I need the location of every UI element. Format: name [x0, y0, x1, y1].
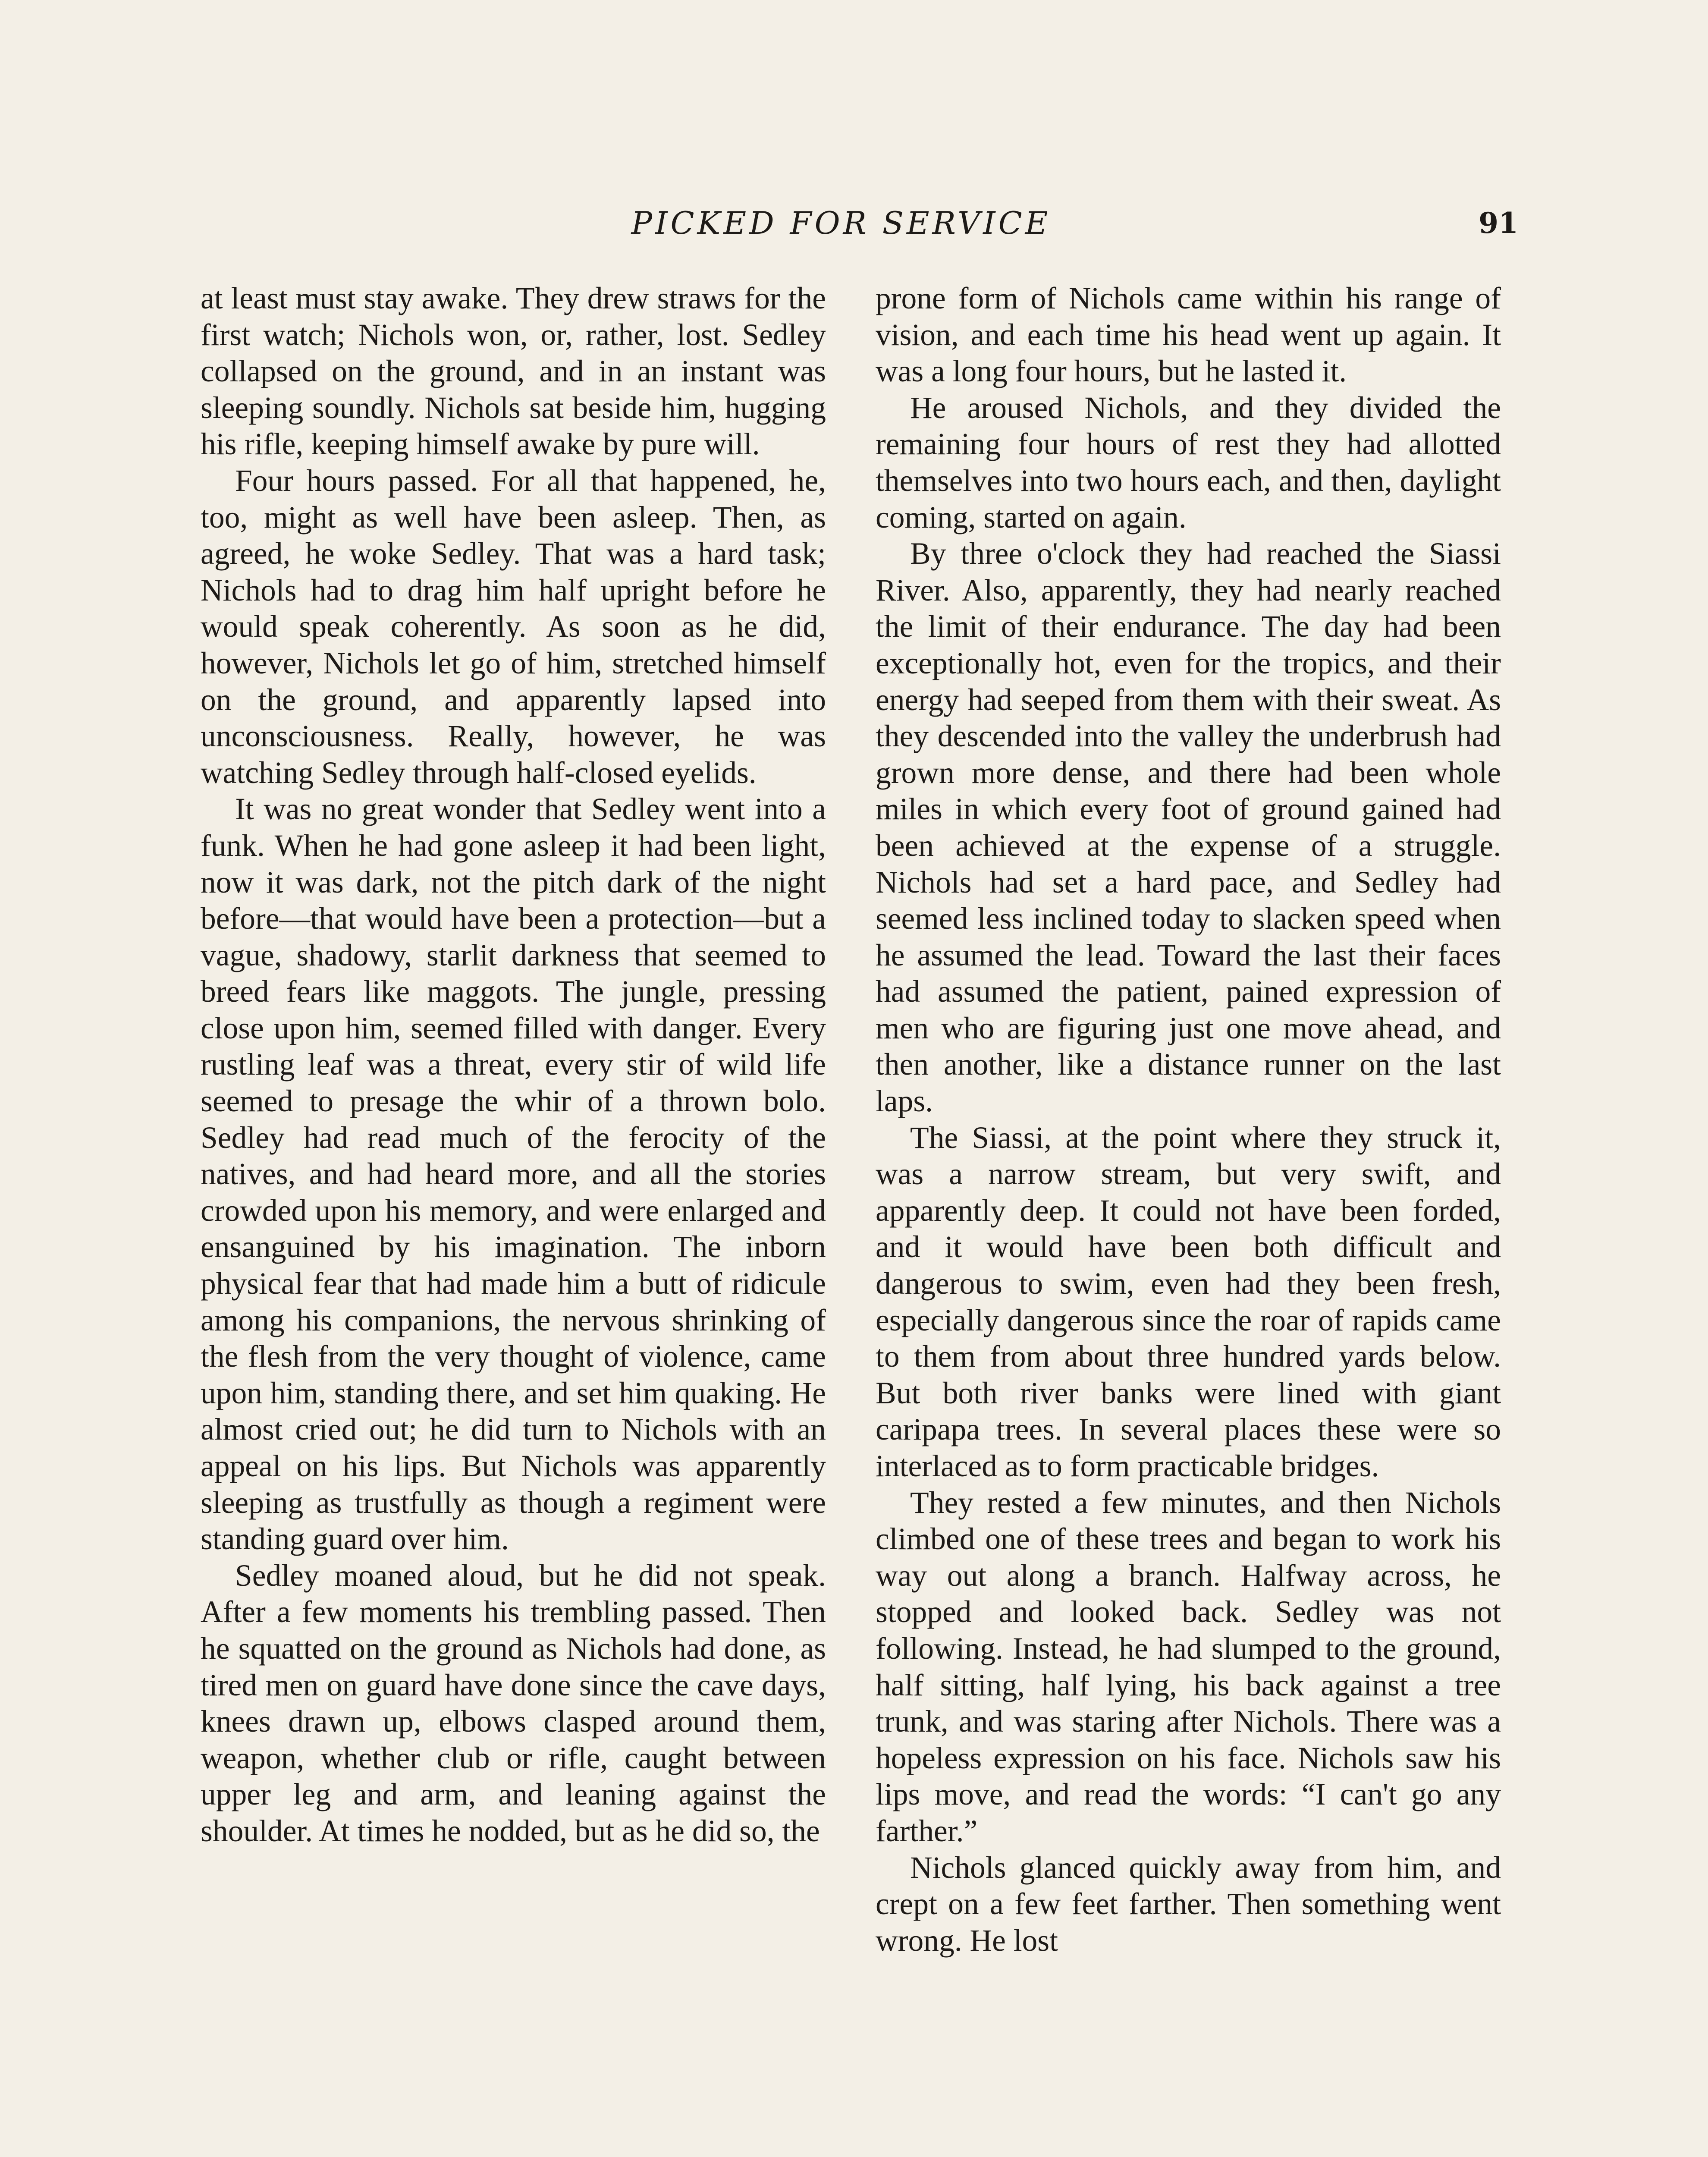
paragraph: He aroused Nichols, and they divided the remaining four hours of rest they had allotted themselves into two hours each, and then, daylight coming, started on again.	[876, 390, 1501, 535]
right-column	[876, 280, 1501, 1959]
paragraph: They rested a few minutes, and then Nichols climbed one of these trees and began to work his way out along a branch. Halfway across, he stopped and looked back. Sedley was not following. Instead, he had slumped to the ground, half sitting, half lying, his back against a tree trunk, and was staring after Nichols. There was a hopeless expression on his face. Nichols saw his lips move, and read the words: “I can't go any farther.”	[876, 1485, 1501, 1848]
paragraph: at least must stay awake. They drew straws for the first watch; Nichols won, or, rather, lost. Sedley collapsed on the ground, and in an instant was sleeping soundly. Nichols sat beside him, hugging his rifle, keeping himself awake by pure will.	[201, 281, 826, 462]
paragraph: Nichols glanced quickly away from him, and crept on a few feet farther. Then something went wrong. He lost	[876, 1850, 1501, 1958]
paragraph: It was no great wonder that Sedley went into a funk. When he had gone asleep it had been light, now it was dark, not the pitch dark of the night before—that would have been a protection—but a vague, shadowy, starlit darkness that seemed to breed fears like maggots. The jungle, pressing close upon him, seemed filled with danger. Every rustling leaf was a threat, every stir of wild life seemed to presage the whir of a thrown bolo. Sedley had read much of the ferocity of the natives, and had heard more, and all the stories crowded upon his memory, and were enlarged and ensanguined by his imagination. The inborn physical fear that had made him a butt of ridicule among his companions, the nervous shrinking of the flesh from the very thought of violence, came upon him, standing there, and set him quaking. He almost cried out; he did turn to Nichols with an appeal on his lips. But Nichols was apparently sleeping as trustfully as though a regiment were standing guard over him.	[201, 792, 826, 1556]
paragraph: Four hours passed. For all that happened, he, too, might as well have been asleep. Then, as agreed, he woke Sedley. That was a hard task; Nichols had to drag him half upright before he would speak coherently. As soon as he did, however, Nichols let go of him, stretched himself on the ground, and apparently lapsed into unconsciousness. Really, however, he was watching Sedley through half-closed eyelids.	[201, 463, 826, 790]
paragraph: The Siassi, at the point where they struck it, was a narrow stream, but very swift, and apparently deep. It could not have been forded, and it would have been both difficult and dangerous to swim, even had they been fresh, especially dangerous since the roar of rapids came to them from about three hundred yards below. But both river banks were lined with giant caripapa trees. In several places these were so interlaced as to form practicable bridges.	[876, 1120, 1501, 1483]
paragraph: By three o'clock they had reached the Siassi River. Also, apparently, they had nearly reached the limit of their endurance. The day had been exceptionally hot, even for the tropics, and their energy had seeped from them with their sweat. As they descended into the valley the underbrush had grown more dense, and there had been whole miles in which every foot of ground gained had been achieved at the expense of a struggle. Nichols had set a hard pace, and Sedley had seemed less inclined today to slacken speed when he assumed the lead. Toward the last their faces had assumed the patient, pained expression of men who are figuring just one move ahead, and then another, like a distance runner on the last laps.	[876, 537, 1501, 1119]
paragraph: prone form of Nichols came within his range of vision, and each time his head went up again. It was a long four hours, but he lasted it.	[876, 281, 1501, 389]
paragraph: Sedley moaned aloud, but he did not speak. After a few moments his trembling passed. Then he squatted on the ground as Nichols had done, as tired men on guard have done since the cave days, knees drawn up, elbows clasped around them, weapon, whether club or rifle, caught between upper leg and arm, and leaning against the shoulder. At times he nodded, but as he did so, the	[201, 1558, 826, 1848]
left-column	[201, 280, 826, 1850]
running-title: PICKED FOR SERVICE	[631, 205, 1051, 241]
page-number: 91	[1479, 206, 1518, 240]
